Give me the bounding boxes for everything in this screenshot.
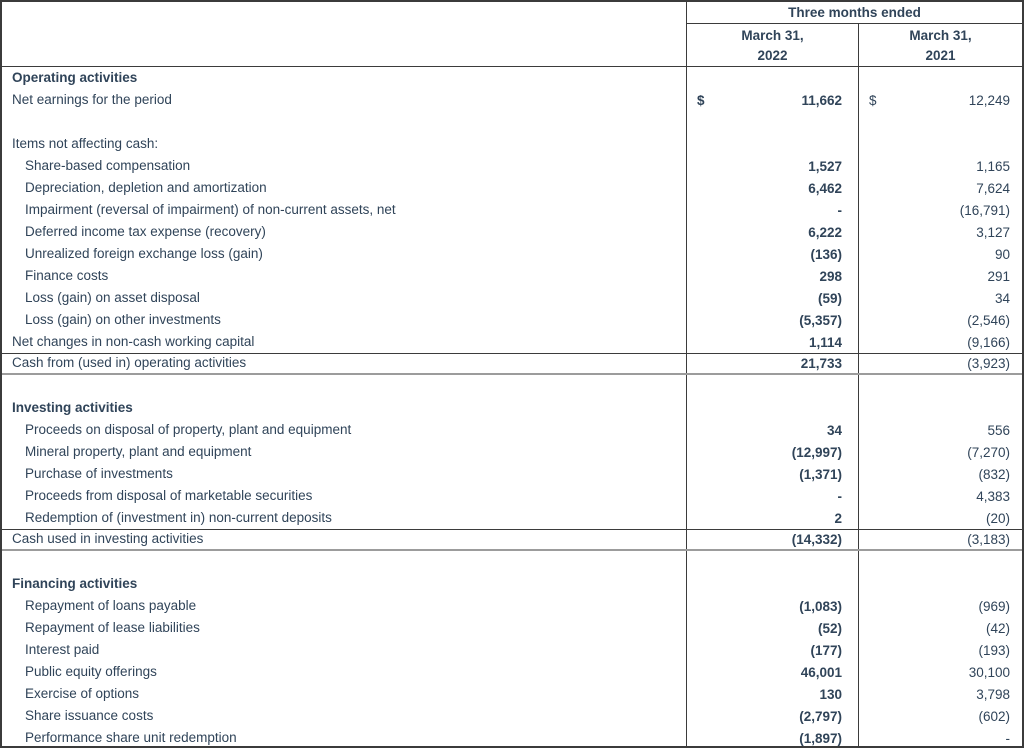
value-2021: (9,166) (967, 334, 1010, 350)
table-row (2, 287, 1022, 309)
value-2021: (832) (978, 466, 1010, 482)
value-2022-cell (686, 727, 858, 748)
row-label: Cash used in investing activities (12, 531, 204, 546)
value-2021: 90 (994, 246, 1010, 262)
value-2022-cell (686, 67, 858, 89)
value-2022-cell (686, 243, 858, 265)
table-row (2, 89, 1022, 111)
value-2022-cell (686, 463, 858, 485)
value-2022: 1,527 (808, 158, 842, 174)
row-label: Impairment (reversal of impairment) of non-current assets, net (25, 202, 396, 217)
header-empty-cell (2, 2, 686, 66)
value-2022-cell (686, 375, 858, 397)
table-row (2, 441, 1022, 463)
value-2021-cell (858, 573, 1022, 595)
table-row (2, 111, 1022, 133)
value-2021-cell (858, 133, 1022, 155)
value-2021: 12,249 (968, 92, 1010, 108)
row-label (2, 375, 686, 397)
row-label: Cash from (used in) operating activities (12, 355, 247, 370)
value-2022-cell (686, 265, 858, 287)
value-2022-cell (686, 89, 858, 111)
value-2021: 556 (987, 422, 1010, 438)
table-row (2, 617, 1022, 639)
row-label: Mineral property, plant and equipment (25, 444, 252, 459)
row-label: Unrealized foreign exchange loss (gain) (25, 246, 263, 261)
row-label: Loss (gain) on asset disposal (25, 290, 200, 305)
table-row (2, 529, 1022, 551)
value-2021: (602) (978, 708, 1010, 724)
value-2022: 21,733 (800, 355, 842, 371)
value-2022-cell (686, 705, 858, 727)
value-2021: - (1005, 730, 1010, 746)
value-2022: (1,371) (799, 466, 842, 482)
row-label: Investing activities (12, 400, 133, 415)
row-label: Finance costs (25, 268, 109, 283)
value-2022-cell (686, 155, 858, 177)
value-2021: 3,127 (976, 224, 1010, 240)
row-label: Items not affecting cash: (12, 136, 159, 151)
value-2021-cell (858, 551, 1022, 573)
row-label (2, 111, 686, 133)
table-row (2, 639, 1022, 661)
table-row (2, 683, 1022, 705)
value-2021: 34 (994, 290, 1010, 306)
table-row (2, 727, 1022, 748)
row-label: Exercise of options (25, 686, 140, 701)
value-2022-cell (686, 354, 858, 373)
row-label: Repayment of lease liabilities (25, 620, 200, 635)
table-row (2, 331, 1022, 353)
value-2021-cell (858, 67, 1022, 89)
row-label: Share issuance costs (25, 708, 154, 723)
value-2022-cell (686, 397, 858, 419)
value-2021-cell (858, 485, 1022, 507)
header-spanner: Three months ended (686, 2, 1022, 24)
value-2022-cell (686, 177, 858, 199)
value-2021-cell (858, 727, 1022, 748)
table-row (2, 353, 1022, 375)
value-2022-cell (686, 683, 858, 705)
header-col-2022-line1: March 31, (741, 28, 804, 43)
table-row (2, 573, 1022, 595)
row-label: Operating activities (12, 70, 138, 85)
value-2021-cell (858, 243, 1022, 265)
value-2021-cell (858, 155, 1022, 177)
value-2022-cell (686, 199, 858, 221)
value-2022: (1,897) (799, 730, 842, 746)
value-2021-cell (858, 639, 1022, 661)
value-2022: 46,001 (800, 664, 842, 680)
value-2021: (16,791) (959, 202, 1010, 218)
value-2022: - (837, 202, 842, 218)
value-2021-cell (858, 661, 1022, 683)
value-2021-cell (858, 683, 1022, 705)
table-row (2, 243, 1022, 265)
table-row (2, 221, 1022, 243)
table-row (2, 265, 1022, 287)
row-label: Public equity offerings (25, 664, 157, 679)
value-2022-cell (686, 661, 858, 683)
value-2021-cell (858, 595, 1022, 617)
value-2021: 7,624 (976, 180, 1010, 196)
value-2022: 130 (819, 686, 842, 702)
table-row (2, 463, 1022, 485)
row-label: Net changes in non-cash working capital (12, 334, 255, 349)
row-label: Share-based compensation (25, 158, 191, 173)
table-row (2, 309, 1022, 331)
value-2021-cell (858, 705, 1022, 727)
value-2021: (42) (985, 620, 1010, 636)
row-label: Deferred income tax expense (recovery) (25, 224, 266, 239)
value-2022-cell (686, 551, 858, 573)
value-2021: 1,165 (976, 158, 1010, 174)
value-2022: - (837, 488, 842, 504)
value-2022-cell (686, 595, 858, 617)
value-2022: (1,083) (799, 598, 842, 614)
value-2021: (20) (985, 510, 1010, 526)
value-2021-cell (858, 111, 1022, 133)
value-2021: (3,923) (967, 355, 1010, 371)
value-2021-cell (858, 221, 1022, 243)
table-row (2, 705, 1022, 727)
row-label: Net earnings for the period (12, 92, 172, 107)
value-2022-cell (686, 441, 858, 463)
value-2022: (2,797) (799, 708, 842, 724)
header-col-2021-line1: March 31, (909, 28, 972, 43)
table-row (2, 177, 1022, 199)
value-2021: (3,183) (967, 531, 1010, 547)
value-2021-cell (858, 177, 1022, 199)
value-2021-cell (858, 441, 1022, 463)
value-2022-cell (686, 507, 858, 529)
value-2022-cell (686, 331, 858, 353)
value-2022: (136) (810, 246, 842, 262)
value-2022-cell (686, 573, 858, 595)
row-label: Proceeds from disposal of marketable securities (25, 488, 313, 503)
value-2021-cell (858, 530, 1022, 549)
row-label: Interest paid (25, 642, 100, 657)
value-2022-cell (686, 617, 858, 639)
value-2021-cell (858, 354, 1022, 373)
value-2022: 6,462 (808, 180, 842, 196)
value-2021-cell (858, 397, 1022, 419)
table-row (2, 397, 1022, 419)
value-2021-cell (858, 419, 1022, 441)
value-2021: (969) (978, 598, 1010, 614)
value-2021-cell (858, 309, 1022, 331)
value-2022: 2 (834, 510, 842, 526)
value-2021-cell (858, 507, 1022, 529)
table-row (2, 485, 1022, 507)
table-row (2, 595, 1022, 617)
value-2021-cell (858, 617, 1022, 639)
row-label: Depreciation, depletion and amortization (25, 180, 267, 195)
table-row (2, 155, 1022, 177)
row-label: Loss (gain) on other investments (25, 312, 221, 327)
value-2021-cell (858, 89, 1022, 111)
value-2022-cell (686, 639, 858, 661)
table-row (2, 133, 1022, 155)
value-2021: 291 (987, 268, 1010, 284)
value-2022: 1,114 (808, 334, 842, 350)
value-2022: (12,997) (791, 444, 842, 460)
table-row (2, 199, 1022, 221)
value-2022-cell (686, 530, 858, 549)
row-label: Proceeds on disposal of property, plant and equipment (25, 422, 352, 437)
row-label: Financing activities (12, 576, 138, 591)
value-2021: (2,546) (967, 312, 1010, 328)
row-label: Performance share unit redemption (25, 730, 237, 745)
table-row (2, 551, 1022, 573)
dollar-sign: $ (869, 92, 877, 108)
value-2021-cell (858, 287, 1022, 309)
value-2022: (59) (817, 290, 842, 306)
value-2022-cell (686, 133, 858, 155)
value-2022-cell (686, 221, 858, 243)
value-2022: (14,332) (791, 531, 842, 547)
value-2021-cell (858, 331, 1022, 353)
value-2021-cell (858, 265, 1022, 287)
row-label: Redemption of (investment in) non-current deposits (25, 510, 332, 525)
table-row (2, 419, 1022, 441)
value-2021-cell (858, 463, 1022, 485)
header-col-2022-line2: 2022 (757, 48, 788, 63)
value-2022: (177) (810, 642, 842, 658)
value-2021: 4,383 (976, 488, 1010, 504)
value-2022: 11,662 (801, 92, 842, 108)
value-2022: 34 (826, 422, 842, 438)
value-2021: (7,270) (967, 444, 1010, 460)
row-label: Repayment of loans payable (25, 598, 197, 613)
table-row (2, 661, 1022, 683)
table-row (2, 507, 1022, 529)
header-col-2021 (858, 24, 1022, 66)
value-2022-cell (686, 419, 858, 441)
value-2022: (5,357) (799, 312, 842, 328)
header-col-2022 (686, 24, 858, 66)
row-label: Purchase of investments (25, 466, 173, 481)
table-body (2, 67, 1022, 748)
row-label (2, 551, 686, 573)
value-2021-cell (858, 375, 1022, 397)
header-col-2021-line2: 2021 (925, 48, 956, 63)
value-2021: 30,100 (968, 664, 1010, 680)
value-2022-cell (686, 111, 858, 133)
value-2022-cell (686, 485, 858, 507)
dollar-sign: $ (697, 92, 705, 108)
value-2022-cell (686, 287, 858, 309)
table-row (2, 67, 1022, 89)
table-header (2, 2, 1022, 67)
value-2022-cell (686, 309, 858, 331)
value-2021: 3,798 (976, 686, 1010, 702)
value-2021-cell (858, 199, 1022, 221)
value-2022: 6,222 (808, 224, 842, 240)
value-2021: (193) (978, 642, 1010, 658)
value-2022: 298 (819, 268, 842, 284)
value-2022: (52) (817, 620, 842, 636)
table-row (2, 375, 1022, 397)
